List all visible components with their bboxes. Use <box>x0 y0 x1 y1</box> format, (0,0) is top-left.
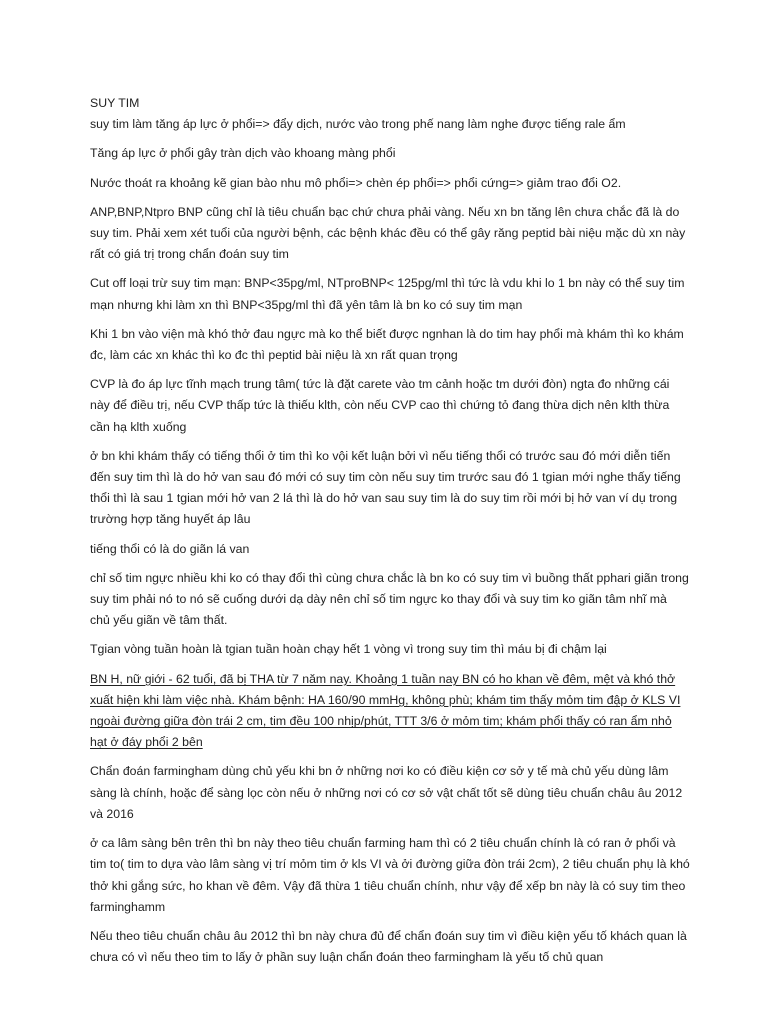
paragraph-6: Khi 1 bn vào viện mà khó thở đau ngực mà ko thể biết được ngnhan là do tim hay phổi mà khám thì ko khám đc, làm các xn khác thì ko đc thì peptid bài niệu là xn rất quan trọng <box>90 326 684 363</box>
paragraph-5: Cut off loại trừ suy tim mạn: BNP<35pg/ml, NTproBNP< 125pg/ml thì tức là vdu khi lo 1 bn này có thể suy tim mạn nhưng khi làm xn thì BNP<35pg/ml thì đã yên tâm là bn ko có suy tim mạn <box>90 276 685 312</box>
paragraph-15: Nếu theo tiêu chuẩn châu âu 2012 thì bn này chưa đủ để chẩn đoán suy tim vì điều kiện yếu tố khách quan là chưa có vì nếu theo tim to lấy ở phần suy luận chẩn đoán theo farmingham là yếu tố chủ quan <box>90 928 687 965</box>
case-study-paragraph: BN H, nữ giới - 62 tuổi, đã bị THA từ 7 năm nay. Khoảng 1 tuần nay BN có ho khan về đêm, mệt và khó thở xuất hiện khi làm việc nhà. Khám bệnh: HA 160/90 mmHg, không phù; khám tim thấy mỏm tim đập ở KLS VI ngoài đường giữa đòn trái 2 cm, tim đều 100 nhịp/phút, TTT 3/6 ở mỏm tim; khám phổi thấy có ran ẩm nhỏ hạt ở đáy phổi 2 bên <box>90 671 681 750</box>
paragraph-13: Chẩn đoán farmingham dùng chủ yếu khi bn ở những nơi ko có điều kiện cơ sở y tế mà chủ yếu dùng lâm sàng là chính, hoặc để sàng lọc còn nếu ở những nơi có cơ sở vật chất tốt sẽ dùng tiêu chuẩn châu âu 2012 và 2016 <box>90 764 683 821</box>
paragraph-4: ANP,BNP,Ntpro BNP cũng chỉ là tiêu chuẩn bạc chứ chưa phải vàng. Nếu xn bn tăng lên chưa chắc đã là do suy tim. Phải xem xét tuổi của người bệnh, các bệnh khác đều có thể gây răng peptid bài niệu mặc dù xn này rất có giá trị trong chẩn đoán suy tim <box>90 204 686 262</box>
paragraph-2: Tăng áp lực ở phổi gây tràn dịch vào khoang màng phổi <box>90 146 396 161</box>
document-page <box>90 93 690 976</box>
paragraph-8: ở bn khi khám thấy có tiếng thổi ở tim thì ko vội kết luận bởi vì nếu tiếng thổi có trước sau đó mới diễn tiến đến suy tim thì là do hở van sau đó mới có suy tim còn nếu suy tim trước sau đó 1 tgian mới nghe thấy tiếng thổi thì là sau 1 tgian mới hở van 2 lá thì là do hở van sau suy tim là do suy tim rồi mới bị hở van ví dụ trong trường hợp tăng huyết áp lâu <box>90 448 681 527</box>
paragraph-10: chỉ số tim ngực nhiều khi ko có thay đổi thì cùng chưa chắc là bn ko có suy tim vì buồng thất pphari giãn trong suy tim phải nó to nó sẽ cuống dưới dạ dày nên chỉ số tim ngực ko thay đổi và suy tim ko giãn tâm nhĩ mà chủ yếu giãn về tâm thất. <box>90 570 689 628</box>
document-title: SUY TIM <box>90 96 140 110</box>
paragraph-7: CVP là đo áp lực tĩnh mạch trung tâm( tức là đặt carete vào tm cảnh hoặc tm dưới đòn) ngta đo những cái này để điều trị, nếu CVP thấp tức là thiếu klth, còn nếu CVP cao thì chứng tỏ đang thừa dịch nên klth thừa cần hạ klth xuống <box>90 377 670 434</box>
paragraph-3: Nước thoát ra khoảng kẽ gian bào nhu mô phổi=> chèn ép phổi=> phổi cứng=> giảm trao đổi O2. <box>90 175 622 190</box>
paragraph-14: ở ca lâm sàng bên trên thì bn này theo tiêu chuẩn farming ham thì có 2 tiêu chuẩn chính là có ran ở phổi và tim to( tim to dựa vào lâm sàng vị trí mỏm tim ở kls VI và ởi đường giữa đòn trái 2cm), 2 tiêu chuẩn phụ là khó thở khi gắng sức, ho khan về đêm. Vậy đã thừa 1 tiêu chuẩn chính, như vậy để xếp bn này là có suy tim theo farminghamm <box>90 836 690 914</box>
paragraph-11: Tgian vòng tuần hoàn là tgian tuần hoàn chạy hết 1 vòng vì trong suy tim thì máu bị đi chậm lại <box>90 642 607 657</box>
paragraph-9: tiếng thổi có là do giãn lá van <box>90 541 250 556</box>
paragraph-1: suy tim làm tăng áp lực ở phổi=> đẩy dịch, nước vào trong phế nang làm nghe được tiếng rale ẩm <box>90 117 626 132</box>
